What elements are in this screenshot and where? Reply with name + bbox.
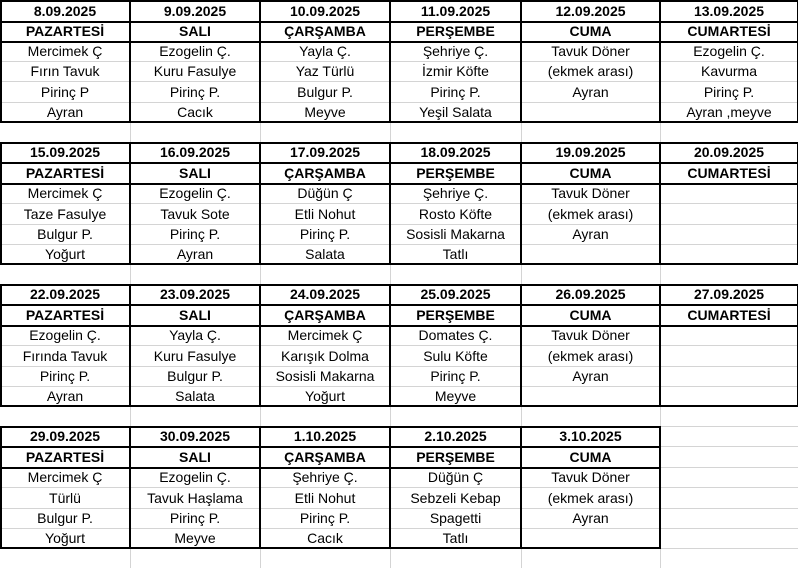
day-header-cell: PAZARTESİ — [25, 448, 105, 465]
meal-cell: Mercimek Ç — [27, 43, 103, 59]
date-cell: 16.09.2025 — [159, 144, 231, 160]
meal-cell: Yoğurt — [305, 388, 345, 404]
meal-cell: Sosisli Makarna — [406, 226, 505, 242]
day-header-cell: PAZARTESİ — [25, 164, 105, 181]
meal-cell: Pirinç P. — [39, 368, 91, 384]
meal-cell: Ayran — [572, 226, 609, 242]
block-border-top — [0, 426, 660, 428]
meal-cell: Rosto Köfte — [418, 205, 493, 222]
meal-cell: Kuru Fasulye — [153, 347, 237, 364]
block-border-vertical — [389, 0, 391, 123]
block-border-bottom — [0, 405, 798, 407]
meal-cell: Yoğurt — [45, 530, 85, 546]
block-border-vertical — [0, 284, 2, 407]
meal-cell — [521, 102, 660, 122]
block-border-vertical — [659, 284, 661, 407]
block-border-date-separator — [0, 304, 798, 306]
date-cell: 30.09.2025 — [159, 428, 231, 444]
meal-cell: Ayran — [46, 104, 84, 120]
day-header-cell: CUMARTESİ — [687, 23, 771, 39]
meal-cell — [660, 345, 798, 366]
meal-cell: Ayran — [572, 83, 609, 100]
block-border-date-separator — [0, 446, 660, 448]
date-cell: 15.09.2025 — [29, 144, 101, 160]
meal-cell: Şehriye Ç. — [422, 43, 489, 59]
block-border-vertical — [389, 142, 391, 265]
block-border-bottom — [0, 263, 798, 265]
meal-cell: Sebzeli Kebap — [410, 489, 501, 506]
meal-cell: Meyve — [304, 104, 346, 120]
day-header-cell: SALI — [179, 164, 211, 181]
meal-cell: Yayla Ç. — [299, 43, 351, 59]
meal-cell — [660, 386, 798, 406]
meal-cell — [660, 203, 798, 224]
meal-cell: Ayran — [176, 246, 214, 262]
date-cell: 11.09.2025 — [420, 2, 491, 19]
meal-cell: Pirinç P. — [299, 226, 351, 242]
meal-cell: Yayla Ç. — [169, 327, 221, 343]
meal-cell: Kavurma — [700, 63, 758, 79]
meal-cell: Etli Nohut — [294, 489, 356, 506]
block-border-vertical — [259, 284, 261, 407]
date-cell: 17.09.2025 — [289, 144, 361, 160]
meal-cell: Pirinç P. — [169, 83, 221, 100]
day-header-cell: PAZARTESİ — [25, 306, 105, 323]
day-header-cell: SALI — [179, 306, 211, 323]
block-border-top — [0, 142, 798, 144]
block-border-date-separator — [0, 21, 798, 23]
block-border-vertical — [0, 426, 2, 549]
day-header-cell: ÇARŞAMBA — [284, 306, 366, 323]
day-header-cell: CUMA — [569, 306, 612, 323]
date-cell: 27.09.2025 — [693, 286, 765, 302]
day-header-cell: PERŞEMBE — [416, 23, 495, 39]
day-header-cell: ÇARŞAMBA — [284, 23, 366, 39]
block-border-vertical — [259, 142, 261, 265]
meal-cell: Spagetti — [429, 510, 482, 526]
meal-cell: Türlü — [49, 489, 81, 506]
date-cell: 22.09.2025 — [29, 286, 101, 302]
day-header-cell: CUMARTESİ — [687, 306, 771, 323]
meal-cell: Meyve — [174, 530, 216, 546]
meal-cell: Pirinç P. — [430, 83, 481, 100]
day-header-cell: PERŞEMBE — [416, 448, 495, 465]
meal-cell: Tavuk Döner — [551, 185, 630, 201]
meal-cell: Bulgur P. — [297, 83, 353, 100]
block-border-header-separator — [0, 467, 660, 469]
meal-cell: Pirinç P. — [430, 368, 481, 384]
day-header-cell: SALI — [179, 448, 211, 465]
day-header-cell: ÇARŞAMBA — [284, 164, 366, 181]
block-border-vertical — [659, 142, 661, 265]
meal-cell: Şehriye Ç. — [292, 469, 358, 485]
meal-cell: Bulgur P. — [167, 368, 223, 384]
block-border-vertical — [259, 0, 261, 123]
date-cell: 26.09.2025 — [555, 286, 626, 302]
day-header-cell: CUMA — [569, 23, 612, 39]
meal-cell: Pirinç P. — [299, 510, 351, 526]
meal-cell: Ayran — [572, 510, 609, 526]
meal-cell: Şehriye Ç. — [422, 185, 489, 201]
meal-cell — [660, 325, 798, 345]
meal-cell — [521, 244, 660, 264]
meal-cell: Pirinç P — [40, 83, 90, 100]
block-border-vertical — [520, 142, 522, 265]
meal-cell: Yaz Türlü — [295, 63, 355, 79]
meal-cell: Tatlı — [442, 246, 469, 262]
meal-cell: Düğün Ç — [297, 185, 353, 201]
block-border-vertical — [129, 284, 131, 407]
date-cell: 1.10.2025 — [293, 428, 357, 444]
meal-cell: Mercimek Ç — [27, 185, 103, 201]
block-border-vertical — [389, 284, 391, 407]
meal-cell: Fırın Tavuk — [30, 63, 100, 79]
block-border-vertical — [520, 426, 522, 549]
day-header-cell: CUMA — [569, 164, 612, 181]
meal-cell: (ekmek arası) — [547, 205, 634, 222]
block-border-top — [0, 0, 798, 2]
day-header-cell: CUMARTESİ — [687, 164, 771, 181]
meal-cell: Pirinç P. — [703, 83, 755, 100]
meal-cell: Salata — [305, 246, 345, 262]
meal-cell: Tavuk Döner — [551, 327, 630, 343]
date-cell: 10.09.2025 — [289, 2, 361, 19]
date-cell: 18.09.2025 — [420, 144, 491, 160]
meal-cell: Ezogelin Ç. — [159, 469, 231, 485]
date-cell: 19.09.2025 — [555, 144, 626, 160]
day-header-cell: PERŞEMBE — [416, 164, 495, 181]
meal-cell: İzmir Köfte — [422, 63, 489, 79]
meal-cell: Pirinç P. — [169, 226, 221, 242]
block-border-header-separator — [0, 325, 798, 327]
meal-cell: Cacık — [177, 104, 213, 120]
meal-cell: Tatlı — [442, 530, 469, 546]
meal-cell: Bulgur P. — [37, 226, 93, 242]
day-header-cell: PERŞEMBE — [416, 306, 495, 323]
meal-cell: Karışık Dolma — [281, 347, 369, 364]
meal-cell — [660, 366, 798, 386]
meal-cell: Ezogelin Ç. — [159, 43, 231, 59]
meal-cell: Ayran ,meyve — [686, 104, 772, 120]
meal-cell: Ayran — [572, 368, 609, 384]
block-border-vertical — [520, 284, 522, 407]
meal-cell: (ekmek arası) — [547, 63, 634, 79]
date-cell: 9.09.2025 — [163, 2, 227, 19]
meal-cell: Mercimek Ç — [27, 469, 103, 485]
block-border-vertical — [0, 142, 2, 265]
block-border-header-separator — [0, 183, 798, 185]
meal-cell — [660, 224, 798, 244]
meal-cell: (ekmek arası) — [547, 489, 634, 506]
meal-cell: Etli Nohut — [294, 205, 356, 222]
meal-cell: Ezogelin Ç. — [29, 327, 101, 343]
date-cell: 12.09.2025 — [555, 2, 626, 19]
meal-cell: Tavuk Döner — [551, 43, 630, 59]
meal-cell: Fırında Tavuk — [22, 347, 108, 364]
meal-cell: Pirinç P. — [169, 510, 221, 526]
meal-cell: Tavuk Döner — [551, 469, 630, 485]
meal-cell: Domates Ç. — [418, 327, 493, 343]
date-cell: 25.09.2025 — [420, 286, 491, 302]
meal-cell: Sulu Köfte — [423, 347, 488, 364]
date-cell: 20.09.2025 — [693, 144, 765, 160]
meal-cell: Bulgur P. — [37, 510, 93, 526]
meal-cell: Tavuk Haşlama — [147, 489, 243, 506]
meal-cell: Meyve — [434, 388, 477, 404]
meal-cell: Salata — [175, 388, 215, 404]
date-cell: 13.09.2025 — [693, 2, 765, 19]
block-border-bottom — [0, 121, 798, 123]
block-border-top — [0, 284, 798, 286]
meal-cell — [521, 528, 660, 548]
meal-cell — [660, 244, 798, 264]
meal-cell — [660, 183, 798, 203]
meal-cell: Kuru Fasulye — [153, 63, 237, 79]
meal-cell: Mercimek Ç — [287, 327, 363, 343]
meal-cell — [521, 386, 660, 406]
block-border-vertical — [129, 426, 131, 549]
block-border-date-separator — [0, 162, 798, 164]
meal-cell: Yoğurt — [45, 246, 85, 262]
block-border-vertical — [259, 426, 261, 549]
block-border-bottom — [0, 547, 660, 549]
date-cell: 29.09.2025 — [29, 428, 101, 444]
day-header-cell: SALI — [179, 23, 211, 39]
block-border-vertical — [129, 0, 131, 123]
meal-cell: (ekmek arası) — [547, 347, 634, 364]
day-header-cell: PAZARTESİ — [25, 23, 105, 39]
meal-cell: Yeşil Salata — [419, 104, 492, 120]
date-cell: 3.10.2025 — [559, 428, 622, 444]
meal-cell: Düğün Ç — [427, 469, 484, 485]
date-cell: 23.09.2025 — [159, 286, 231, 302]
date-cell: 8.09.2025 — [33, 2, 97, 19]
meal-cell: Tavuk Sote — [160, 205, 230, 222]
meal-cell: Cacık — [307, 530, 343, 546]
day-header-cell: CUMA — [569, 448, 612, 465]
block-border-vertical — [520, 0, 522, 123]
date-cell: 24.09.2025 — [289, 286, 361, 302]
date-cell: 2.10.2025 — [424, 428, 487, 444]
block-border-vertical — [389, 426, 391, 549]
meal-cell: Ayran — [46, 388, 84, 404]
block-border-vertical — [659, 426, 661, 549]
block-border-vertical — [129, 142, 131, 265]
block-border-vertical — [659, 0, 661, 123]
day-header-cell: ÇARŞAMBA — [284, 448, 366, 465]
meal-cell: Ezogelin Ç. — [159, 185, 231, 201]
block-border-header-separator — [0, 41, 798, 43]
meal-cell: Ezogelin Ç. — [693, 43, 765, 59]
block-border-vertical — [0, 0, 2, 123]
meal-cell: Taze Fasulye — [23, 205, 107, 222]
meal-cell: Sosisli Makarna — [275, 368, 375, 384]
